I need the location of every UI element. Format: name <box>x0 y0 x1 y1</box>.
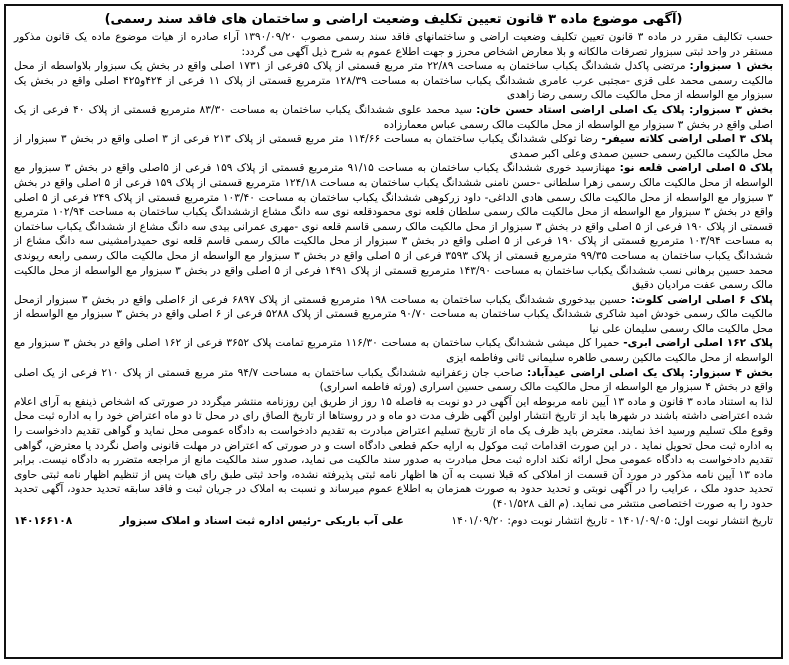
section-label: بخش ۴ سبزوار: پلاک یک اصلی اراضی عیدآباد: <box>526 366 773 379</box>
section-label: بخش ۳ سبزوار: پلاک یک اصلی اراضی استاد حسن خان: <box>476 103 773 116</box>
intro-paragraph: حسب تکالیف مقرر در ماده ۳ قانون تعیین تکلیف وضعیت اراضی و ساختمانهای فاقد سند رسمی مصوب ۱۳۹۰/۰۹/۲۰ آراء صادره از هیات موضوع ماده یک قانون مذکور مستقر در واحد ثبتی سبزوار تصرفات مالکانه و بلا معارض اشخاص محرز و جهت اطلاع عموم به شرح ذیل آگهی می گردد: <box>14 31 773 58</box>
section-6 <box>14 336 773 365</box>
section-4 <box>14 161 773 292</box>
section-2 <box>14 103 773 132</box>
serial-number: ۱۴۰۱۶۶۱۰۸ <box>14 514 73 527</box>
notice-body <box>14 30 773 512</box>
section-text: حمیرا کل میشی ششدانگ یکباب ساختمان به مساحت ۱۱۶/۳۰ مترمربع تمامت پلاک ۳۶۵۲ فرعی از ۱۶۲ اصلی واقع در بخش ۳ سبزوار مع الواسطه از محل مالکیت مالکین رسمی طاهره سلیمانی ثانی وفاطمه ایزی <box>14 337 773 365</box>
section-1 <box>14 59 773 103</box>
section-text: مهنازسید خوری ششدانگ یکباب ساختمان به مساحت ۹۱/۱۵ مترمربع قسمتی از پلاک ۱۵۹ فرعی از ۵اصلی واقع در بخش ۳ سبزوار مع الواسطه از محل مالکیت مالک رسمی زهرا سلطانی -حسن نامنی ششدانگ یکباب ساختمان به مساحت ۱۲۴/۱۸ مترمربع قسمتی از پلاک ۱۵۹ فرعی از ۵ اصلی واقع در بخش ۳ سبزوار مع الواسطه از محل مالکیت مالک رسمی هادی الداغی- داود زرکوهی ششدانگ یکباب ساختمان به مساحت ۱۰۳/۴۰ مترمربع قسمتی از پلاک ۲۴۹ فرعی از ۵ اصلی واقع در بخش ۳ سبزوار مع الواسطه از محل مالکیت مالک رسمی سلطان قلعه نوی محمودقلعه نوی سه دانگ مشاع ازششدانگ یکباب ساختمان به مساحت ۱۰۲/۹۴ مترمربع قسمتی از پلاک ۱۹۰ فرعی از ۵ اصلی واقع در بخش ۳ سبزوار از محل مالکیت مالک رسمی قاسم قلعه نوی -مهری عمرانی بیدی سه دانگ مشاع از ششدانگ یکباب ساختمان به مساحت ۱۰۳/۹۴ مترمربع قسمتی از پلاک ۱۹۰ فرعی از ۵ اصلی واقع در بخش ۳ سبزوار از محل مالکیت مالک رسمی قاسم قلعه نوی حمیدرامشینی سه دانگ مشاع از ششدانگ یکباب ساختمان به مساحت ۹۹/۳۵ مترمربع قسمتی از پلاک ۳۵۹۳ فرعی از ۵ اصلی واقع در بخش ۳ سبزوار مع الواسطه از محل مالکیت مالک رسمی رابعه ریوندی محمد حسین برهانی نسب ششدانگ یکباب ساختمان به مساحت ۱۴۳/۹۰ مترمربع قسمتی از پلاک ۱۴۹۱ فرعی از ۵ اصلی واقع در بخش ۳ سبزوار مع الواسطه از محل مالکیت مالک رسمی عفت مرادیان دقیق <box>14 162 774 292</box>
section-5 <box>14 293 773 337</box>
section-label: پلاک ۵ اصلی اراضی قلعه نو: <box>619 162 773 175</box>
closing-paragraph: لذا به استناد ماده ۳ قانون و ماده ۱۳ آیین نامه مربوطه این آگهی در دو نوبت به فاصله ۱۵ روز از طریق این روزنامه منتشر میگردد در صورتی که اشخاص ذینفع به آرای اعلام شده اعتراضی داشته باشند در شهرها باید از تاریخ انتشار اولین آگهی ظرف مدت دو ماه و در روستاها از تاریخ الصاق رای در محل تا دو ماه اعتراض خود را به اداره ثبت محل وقوع ملک تسلیم ورسید اخذ نمایند. معترض باید ظرف یک ماه از تاریخ تسلیم اعتراض مبادرت به تقدیم دادخواست به دادگاه عمومی محل نماید و گواهی تقدیم دادخواست را به اداره ثبت محل تحویل نماید . در این صورت اقدامات ثبت موکول به ارایه حکم قطعی دادگاه است و در صورتی که اعتراض در مهلت قانونی واصل نگردد یا معترض، گواهی تقدیم دادخواست به دادگاه عمومی محل ارائه نکند اداره ثبت محل مبادرت به صدور سند مالکیت می نماید، صدور سند مالکیت مانع از مراجعه متضرر به دادگاه نیست. برابر ماده ۱۳ آیین نامه مذکور در مورد آن قسمت از املاکی که قبلا نسبت به آن ها اظهار نامه ثبتی پذیرفته نشده، واحد ثبتی طبق رای هیات پس از تنظیم اظهار نامه ثبتی حاوی تحدید حدود ملک ، عرایب را در آگهی نوبتی و تحدید حدود به صورت همزمان به اطلاع عموم میرساند و نسبت به املاک در جریان ثبت و فاقد سابقه تحدید حدود، آگهی تحدید حدود را به صورت اختصاصی منتشر می نماید. (م الف ۴۰۱/۵۲۸) <box>14 395 774 510</box>
notice-title: (آگهی موضوع ماده ۳ قانون تعیین تکلیف وضعیت اراضی و ساختمان های فاقد سند رسمی) <box>104 12 683 27</box>
section-text: سید محمد علوی ششدانگ یکباب ساختمان به مساحت ۸۳/۳۰ مترمربع قسمتی از پلاک ۴۰ فرعی از یک اصلی واقع در بخش ۳ سبزوار مع الواسطه از محل مالکیت مالک رسمی عباس معمارزاده <box>14 103 773 131</box>
section-text: رضا توکلی ششدانگ یکباب ساختمان به مساحت ۱۱۴/۶۶ متر مربع قسمتی از پلاک ۲۱۳ فرعی از ۳ اصلی واقع در بخش ۳ سبزوار از محل مالکیت مالکین رسمی حسین صمدی وعلی اکبر صمدی <box>14 133 773 160</box>
section-text: مرتضی پاکدل ششدانگ یکباب ساختمان به مساحت ۲۲/۸۹ متر مربع قسمتی از پلاک ۵فرعی از ۱۷۳۱ اصلی واقع در بخش یک سبزوار بلاواسطه از محل مالکیت رسمی محمد علی قزی -مجتبی عرب عامری ششدانگ یکباب ساختمان به مساحت ۱۲۸/۳۹ مترمربع قسمتی از پلاک ۱۱ فرعی از ۴۲۴و۴۲۵ اصلی واقع در بخش یک سبزوار مع الواسطه از محل مالکیت مالک رسمی رضا زاهدی <box>14 60 773 102</box>
section-3 <box>14 132 773 161</box>
legal-notice <box>4 4 783 659</box>
section-label: پلاک ۱۶۲ اصلی اراضی ابری- <box>623 337 774 350</box>
section-text: حسین بیدخوری ششدانگ یکباب ساختمان به مساحت ۱۹۸ مترمربع قسمتی از پلاک ۶۸۹۷ فرعی از ۶اصلی واقع در بخش ۳ سبزوار ازمحل مالکیت مالک رسمی خودش امید شاکری ششدانگ یکباب ساختمان به مساحت ۹۰/۷۰ مترمربع قسمتی از پلاک ۵۲۸۸ فرعی از ۶ اصلی واقع در بخش ۳ سبزوار مع الواسطه از محل مالکیت مالک رسمی سلیمان علی نیا <box>14 293 773 335</box>
section-label: پلاک ۳ اصلی اراضی کلاته سیفر- <box>601 133 773 146</box>
notice-footer <box>14 514 773 529</box>
section-label: پلاک ۶ اصلی اراضی کلوت: <box>630 293 773 306</box>
section-text: صاحب جان زعفرانیه ششدانگ یکباب ساختمان به مساحت ۹۴/۷ متر مربع قسمتی از پلاک ۲۱۰ فرعی از یک اصلی واقع در بخش ۴ سبزوار مع الواسطه از محل مالکیت مالک رسمی حسین اسراری (ورثه فاطمه اسراری) <box>14 366 773 394</box>
signer-line: علی آب باریکی -رئیس اداره ثبت اسناد و املاک سبزوار <box>119 514 404 527</box>
section-label: بخش ۱ سبزوار: <box>689 60 773 73</box>
section-7 <box>14 366 773 395</box>
publication-dates: تاریخ انتشار نوبت اول: ۱۴۰۱/۰۹/۰۵ - تاریخ انتشار نوبت دوم: ۱۴۰۱/۰۹/۲۰ <box>451 514 773 527</box>
